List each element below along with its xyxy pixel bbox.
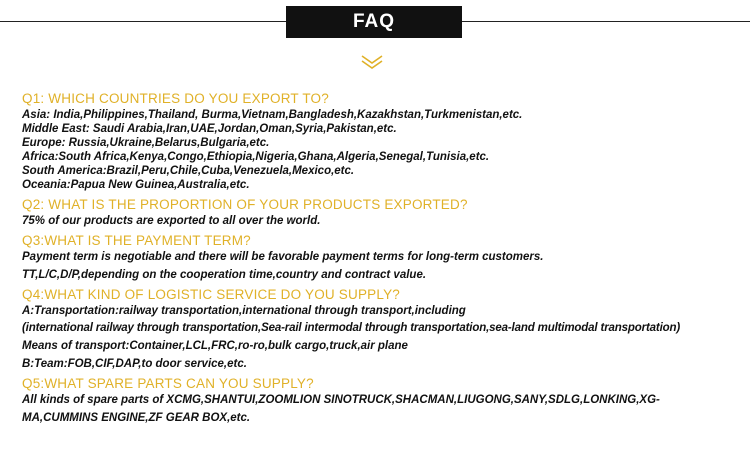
answer-1-line-3: Europe: Russia,Ukraine,Belarus,Bulgaria,etc. <box>22 137 270 149</box>
answer-1-line-5: South America:Brazil,Peru,Chile,Cuba,Venezuela,Mexico,etc. <box>22 165 355 177</box>
answer-1-line-4: Africa:South Africa,Kenya,Congo,Ethiopia,Nigeria,Ghana,Algeria,Senegal,Tunisia,etc. <box>22 151 490 163</box>
question-4: Q4:WHAT KIND OF LOGISTIC SERVICE DO YOU SUPPLY? <box>22 287 400 302</box>
chevron-down-icon <box>359 53 385 71</box>
answer-3-line-2: TT,L/C,D/P,depending on the cooperation time,country and contract value. <box>22 269 427 281</box>
answer-4-line-4: B:Team:FOB,CIF,DAP,to door service,etc. <box>22 358 247 370</box>
answer-2-line-1: 75% of our products are exported to all over the world. <box>22 215 321 227</box>
question-1: Q1: WHICH COUNTRIES DO YOU EXPORT TO? <box>22 91 329 106</box>
answer-1-line-2: Middle East: Saudi Arabia,Iran,UAE,Jordan,Oman,Syria,Pakistan,etc. <box>22 123 397 135</box>
answer-1-line-6: Oceania:Papua New Guinea,Australia,etc. <box>22 179 250 191</box>
faq-title-text: FAQ <box>352 11 396 32</box>
question-5: Q5:WHAT SPARE PARTS CAN YOU SUPPLY? <box>22 376 314 391</box>
question-2: Q2: WHAT IS THE PROPORTION OF YOUR PRODUCTS EXPORTED? <box>22 197 468 212</box>
answer-5-line-1: All kinds of spare parts of XCMG,SHANTUI,ZOOMLION SINOTRUCK,SHACMAN,LIUGONG,SANY,SDLG,LONKING,XG- <box>22 394 660 406</box>
question-3: Q3:WHAT IS THE PAYMENT TERM? <box>22 233 251 248</box>
answer-3-line-1: Payment term is negotiable and there will be favorable payment terms for long-term customers. <box>22 251 544 263</box>
answer-5-line-2: MA,CUMMINS ENGINE,ZF GEAR BOX,etc. <box>22 412 251 424</box>
faq-title <box>286 6 462 38</box>
answer-1-line-1: Asia: India,Philippines,Thailand, Burma,Vietnam,Bangladesh,Kazakhstan,Turkmenistan,etc. <box>22 109 523 121</box>
answer-4-line-3: Means of transport:Container,LCL,FRC,ro-ro,bulk cargo,truck,air plane <box>22 340 408 352</box>
answer-4-line-1: A:Transportation:railway transportation,international through transport,including <box>22 305 466 317</box>
header-rule-right <box>462 21 750 22</box>
header-rule-left <box>0 21 286 22</box>
answer-4-line-2: (international railway through transportation,Sea-rail intermodal through transportation,sea-land multimodal transportation) <box>22 322 681 334</box>
